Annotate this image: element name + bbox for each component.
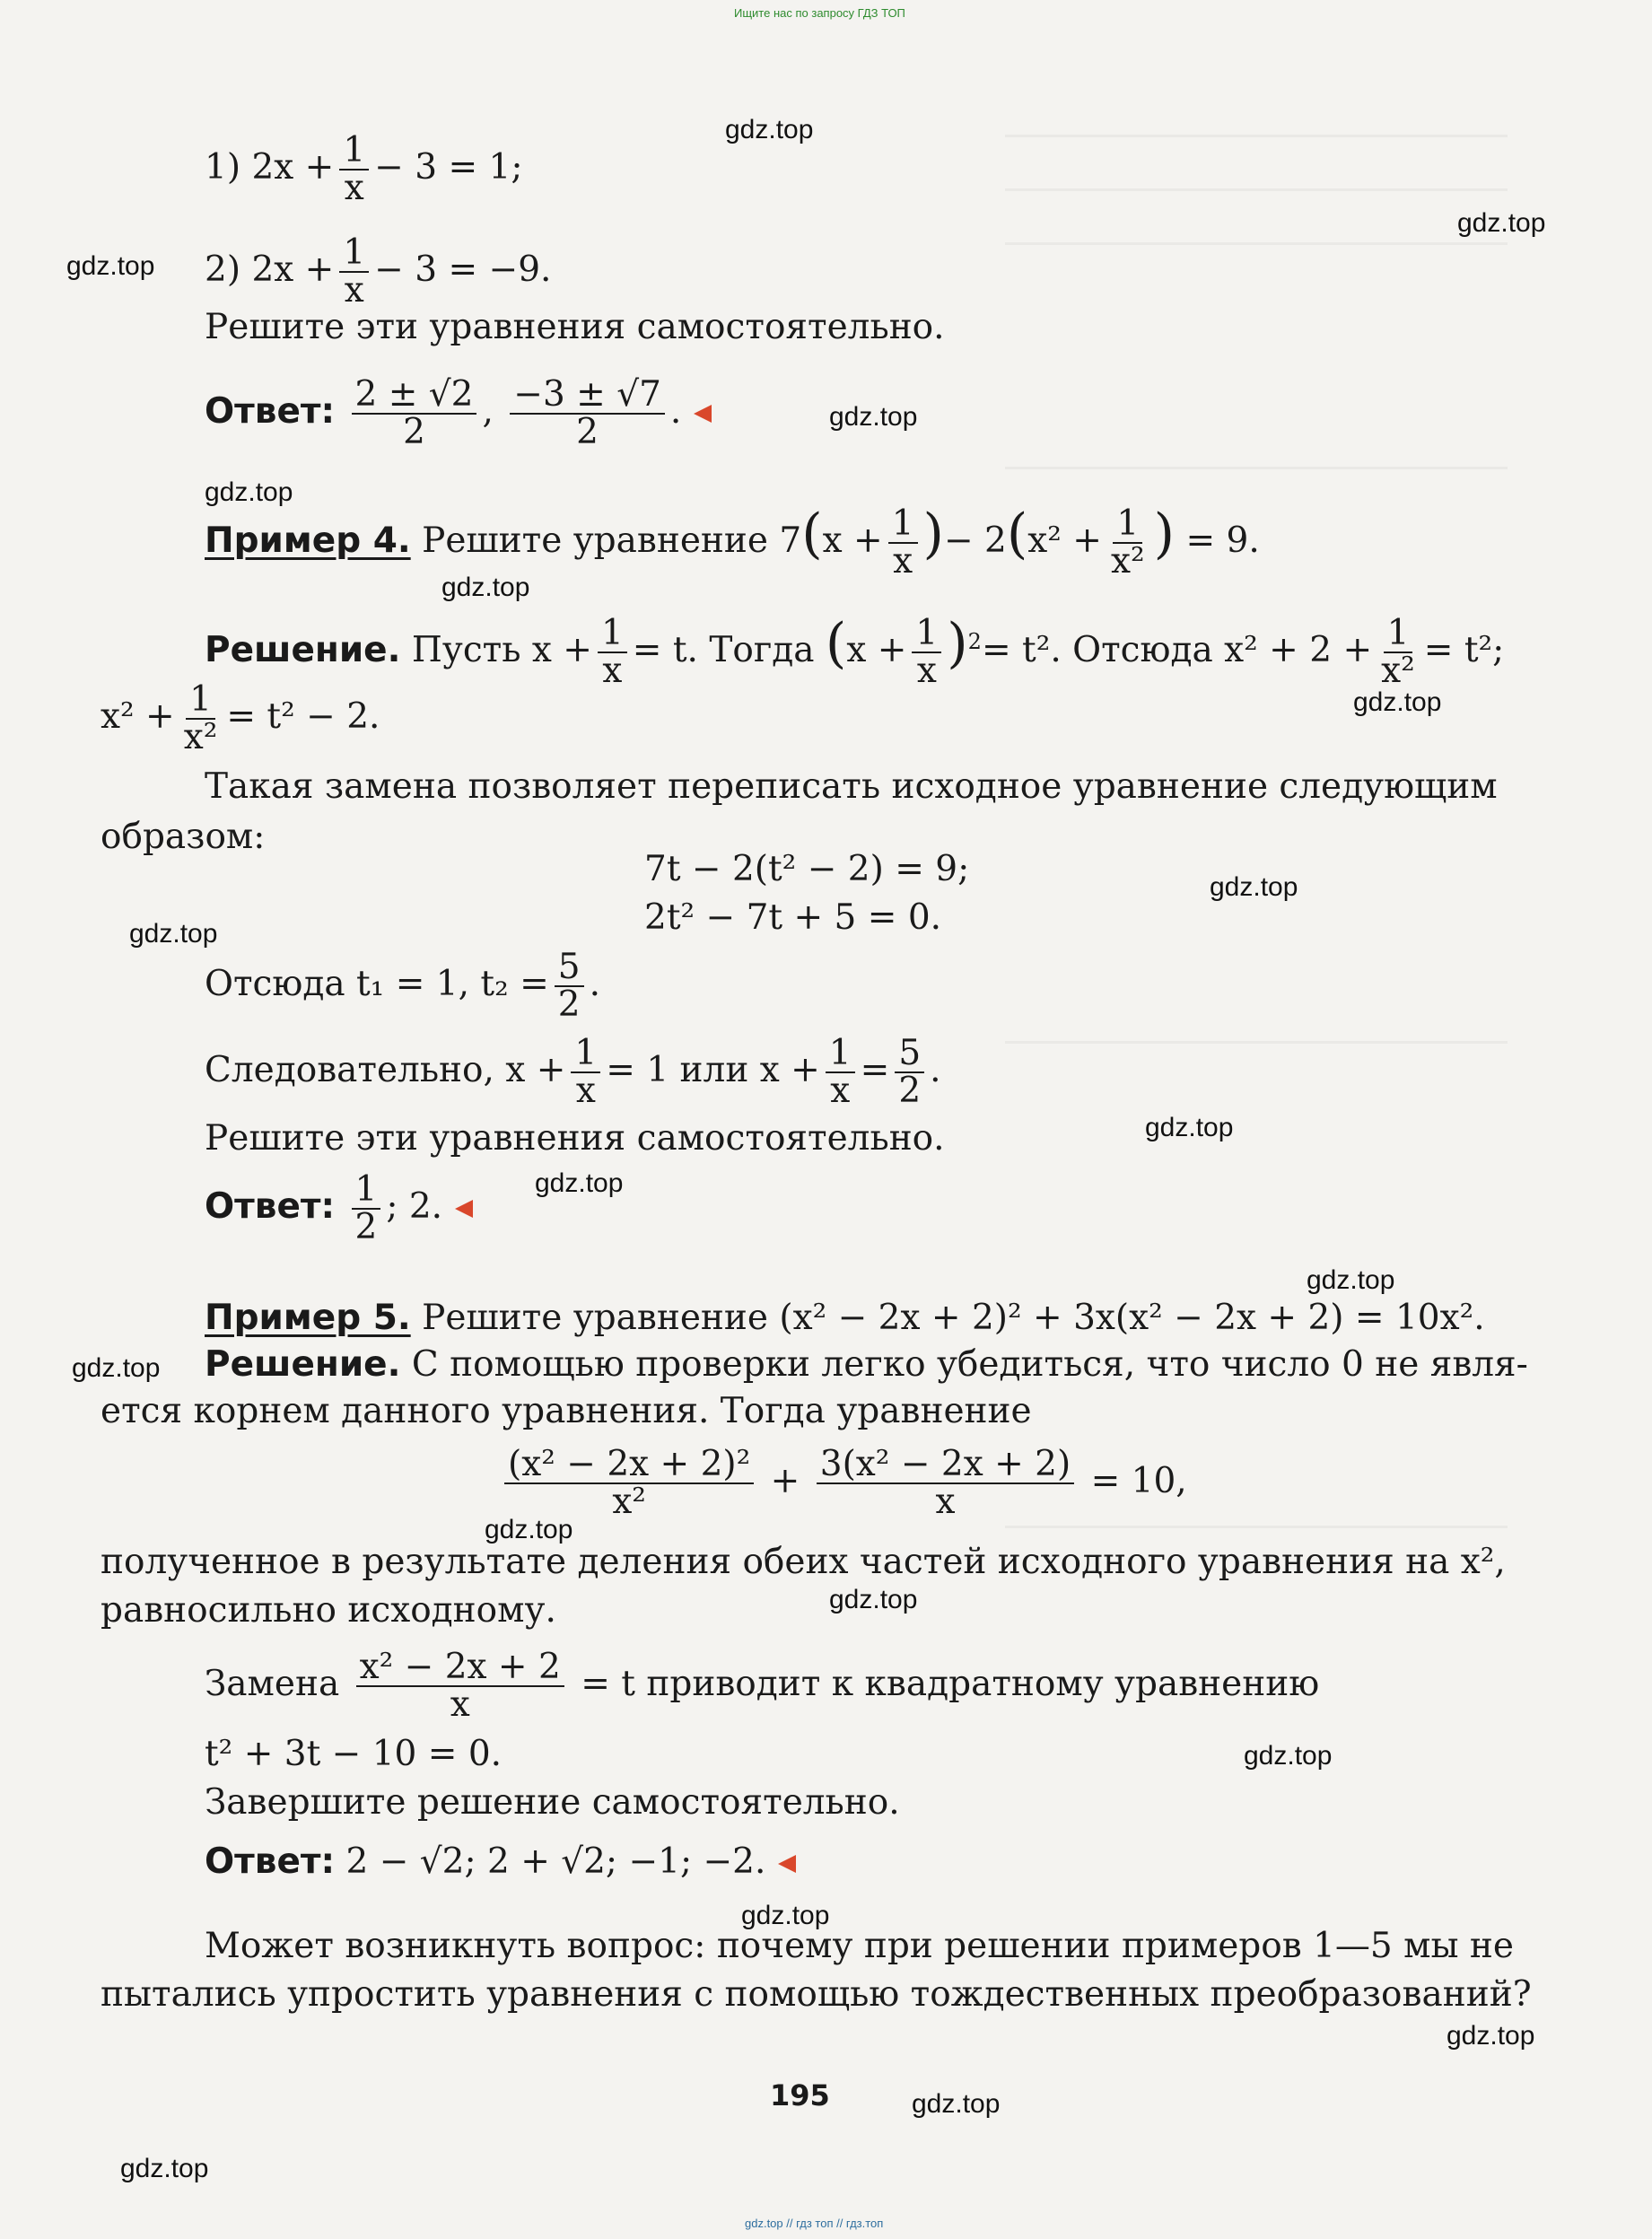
roots-line: Отсюда t₁ = 1, t₂ = $\frac{5}{2}$ . <box>205 947 601 1025</box>
instruction-text: Решите эти уравнения самостоятельно. <box>205 307 945 347</box>
equation-text: 2x + <box>251 147 335 188</box>
solution-label: Решение. <box>205 1344 401 1385</box>
page-number: 195 <box>770 2078 830 2112</box>
watermark-text: gdz.top <box>441 573 530 602</box>
watermark-text: gdz.top <box>829 402 918 432</box>
equation-2 <box>205 232 552 310</box>
paragraph-text: равносильно исходному. <box>101 1590 556 1631</box>
watermark-text: gdz.top <box>205 477 293 507</box>
watermark-text: gdz.top <box>72 1353 161 1383</box>
watermark-text: gdz.top <box>129 919 218 949</box>
equation-1 <box>205 130 523 208</box>
paragraph-text: пытались упростить уравнения с помощью тождественных преобразований? <box>101 1974 1532 2015</box>
answer-label: Ответ: <box>205 1186 336 1227</box>
watermark-text: gdz.top <box>120 2154 209 2183</box>
watermark-text: gdz.top <box>1307 1265 1395 1295</box>
answer-2: Ответ: $\frac{1}{2}$ ; 2. <box>205 1172 473 1246</box>
end-marker-icon <box>778 1855 796 1873</box>
watermark-text: gdz.top <box>66 251 155 281</box>
instruction-text: Решите эти уравнения самостоятельно. <box>205 1118 945 1159</box>
bleed-line <box>1005 1526 1508 1528</box>
watermark-text: gdz.top <box>1447 2021 1535 2051</box>
watermark-text: gdz.top <box>1244 1741 1333 1771</box>
fraction: $\frac{1}{x}$ <box>339 133 369 206</box>
bleed-line <box>1005 135 1508 137</box>
paragraph-text: полученное в результате деления обеих частей исходного уравнения на x², <box>101 1542 1506 1582</box>
example-4-heading: Пример 4. Решите уравнение 7(x + $\frac{1}{x}$ )− 2(x² + $\frac{1}{\text{x²}}$ ) = 9. <box>205 503 1260 582</box>
equation-t-1: 7t − 2(t² − 2) = 9; <box>644 849 970 889</box>
equation-text: 2x + <box>251 249 335 290</box>
watermark-text: gdz.top <box>485 1515 573 1544</box>
example-5-heading: Пример 5. Решите уравнение (x² − 2x + 2)² + 3x(x² − 2x + 2) = 10x². <box>205 1298 1485 1338</box>
bleed-line <box>1005 188 1508 191</box>
watermark-text: gdz.top <box>1145 1113 1234 1142</box>
fraction: $\frac{2 \pm √2}{2}$ <box>352 377 477 450</box>
answer-1: Ответ: $\frac{2 \pm √2}{2}$ , $\frac{-3 \pm √7}{2}$ . <box>205 377 712 450</box>
substitution-line: Замена $\frac{\text{x² − 2x + 2}}{x}$ = t приводит к квадратному уравнению <box>205 1647 1320 1725</box>
solution-label: Решение. <box>205 630 401 670</box>
example-label: Пример 5. <box>205 1298 411 1338</box>
bleed-line <box>1005 467 1508 469</box>
paragraph-text: Может возникнуть вопрос: почему при решении примеров 1—5 мы не <box>205 1926 1514 1966</box>
equation-text: − 3 = −9. <box>374 249 552 290</box>
end-marker-icon <box>694 405 712 423</box>
fraction: $\frac{1}{x}$ <box>339 235 369 309</box>
answer-label: Ответ: <box>205 391 336 432</box>
top-search-link[interactable]: Ищите нас по запросу ГДЗ ТОП <box>734 6 905 20</box>
fraction: $\frac{-3 \pm √7}{2}$ <box>510 377 665 450</box>
answer-3: Ответ: 2 − √2; 2 + √2; −1; −2. <box>205 1841 796 1883</box>
solution-4-line-2: x² + $\frac{1}{\text{x²}}$ = t² − 2. <box>101 679 380 757</box>
equation-label: 2) <box>205 249 241 290</box>
answer-label: Ответ: <box>205 1841 336 1882</box>
consequence-line: Следовательно, x + $\frac{1}{x}$ = 1 или x + $\frac{1}{x}$ = $\frac{5}{2}$ . <box>205 1033 941 1111</box>
bleed-line <box>1005 242 1508 245</box>
paragraph-text: Такая замена позволяет переписать исходное уравнение следующим <box>205 766 1498 807</box>
watermark-text: gdz.top <box>725 115 814 144</box>
example-label: Пример 4. <box>205 520 411 561</box>
watermark-text: gdz.top <box>535 1168 624 1198</box>
paragraph-text: образом: <box>101 817 266 857</box>
footer-link[interactable]: gdz.top // гдз топ // гдз.топ <box>745 2217 884 2230</box>
instruction-text: Завершите решение самостоятельно. <box>205 1782 900 1823</box>
equation-t-2: 2t² − 7t + 5 = 0. <box>644 897 942 938</box>
equation-5: $\frac{\text{(x² − 2x + 2)²}}{\text{x²}}$ + $\frac{\text{3(x² − 2x + 2)}}{x}$ = 10, <box>499 1447 1187 1520</box>
solution-4-line-1: Решение. Пусть x + $\frac{1}{x}$ = t. Тогда (x + $\frac{1}{x}$ )$^2$= t². Отсюда x² + 2 + $\frac{1}{\text{x²}}$ = t²; <box>205 612 1505 691</box>
watermark-text: gdz.top <box>912 2089 1001 2119</box>
equation-text: − 3 = 1; <box>374 147 523 188</box>
watermark-text: gdz.top <box>741 1901 830 1930</box>
bleed-line <box>1005 1041 1508 1044</box>
solution-5-line-1: Решение. С помощью проверки легко убедиться, что число 0 не явля- <box>205 1344 1528 1385</box>
watermark-text: gdz.top <box>829 1585 918 1614</box>
watermark-text: gdz.top <box>1457 208 1546 238</box>
equation-label: 1) <box>205 147 241 188</box>
end-marker-icon <box>455 1200 473 1218</box>
watermark-text: gdz.top <box>1210 872 1298 902</box>
watermark-text: gdz.top <box>1353 687 1442 717</box>
paragraph-text: ется корнем данного уравнения. Тогда уравнение <box>101 1391 1032 1431</box>
quadratic-equation: t² + 3t − 10 = 0. <box>205 1734 503 1774</box>
